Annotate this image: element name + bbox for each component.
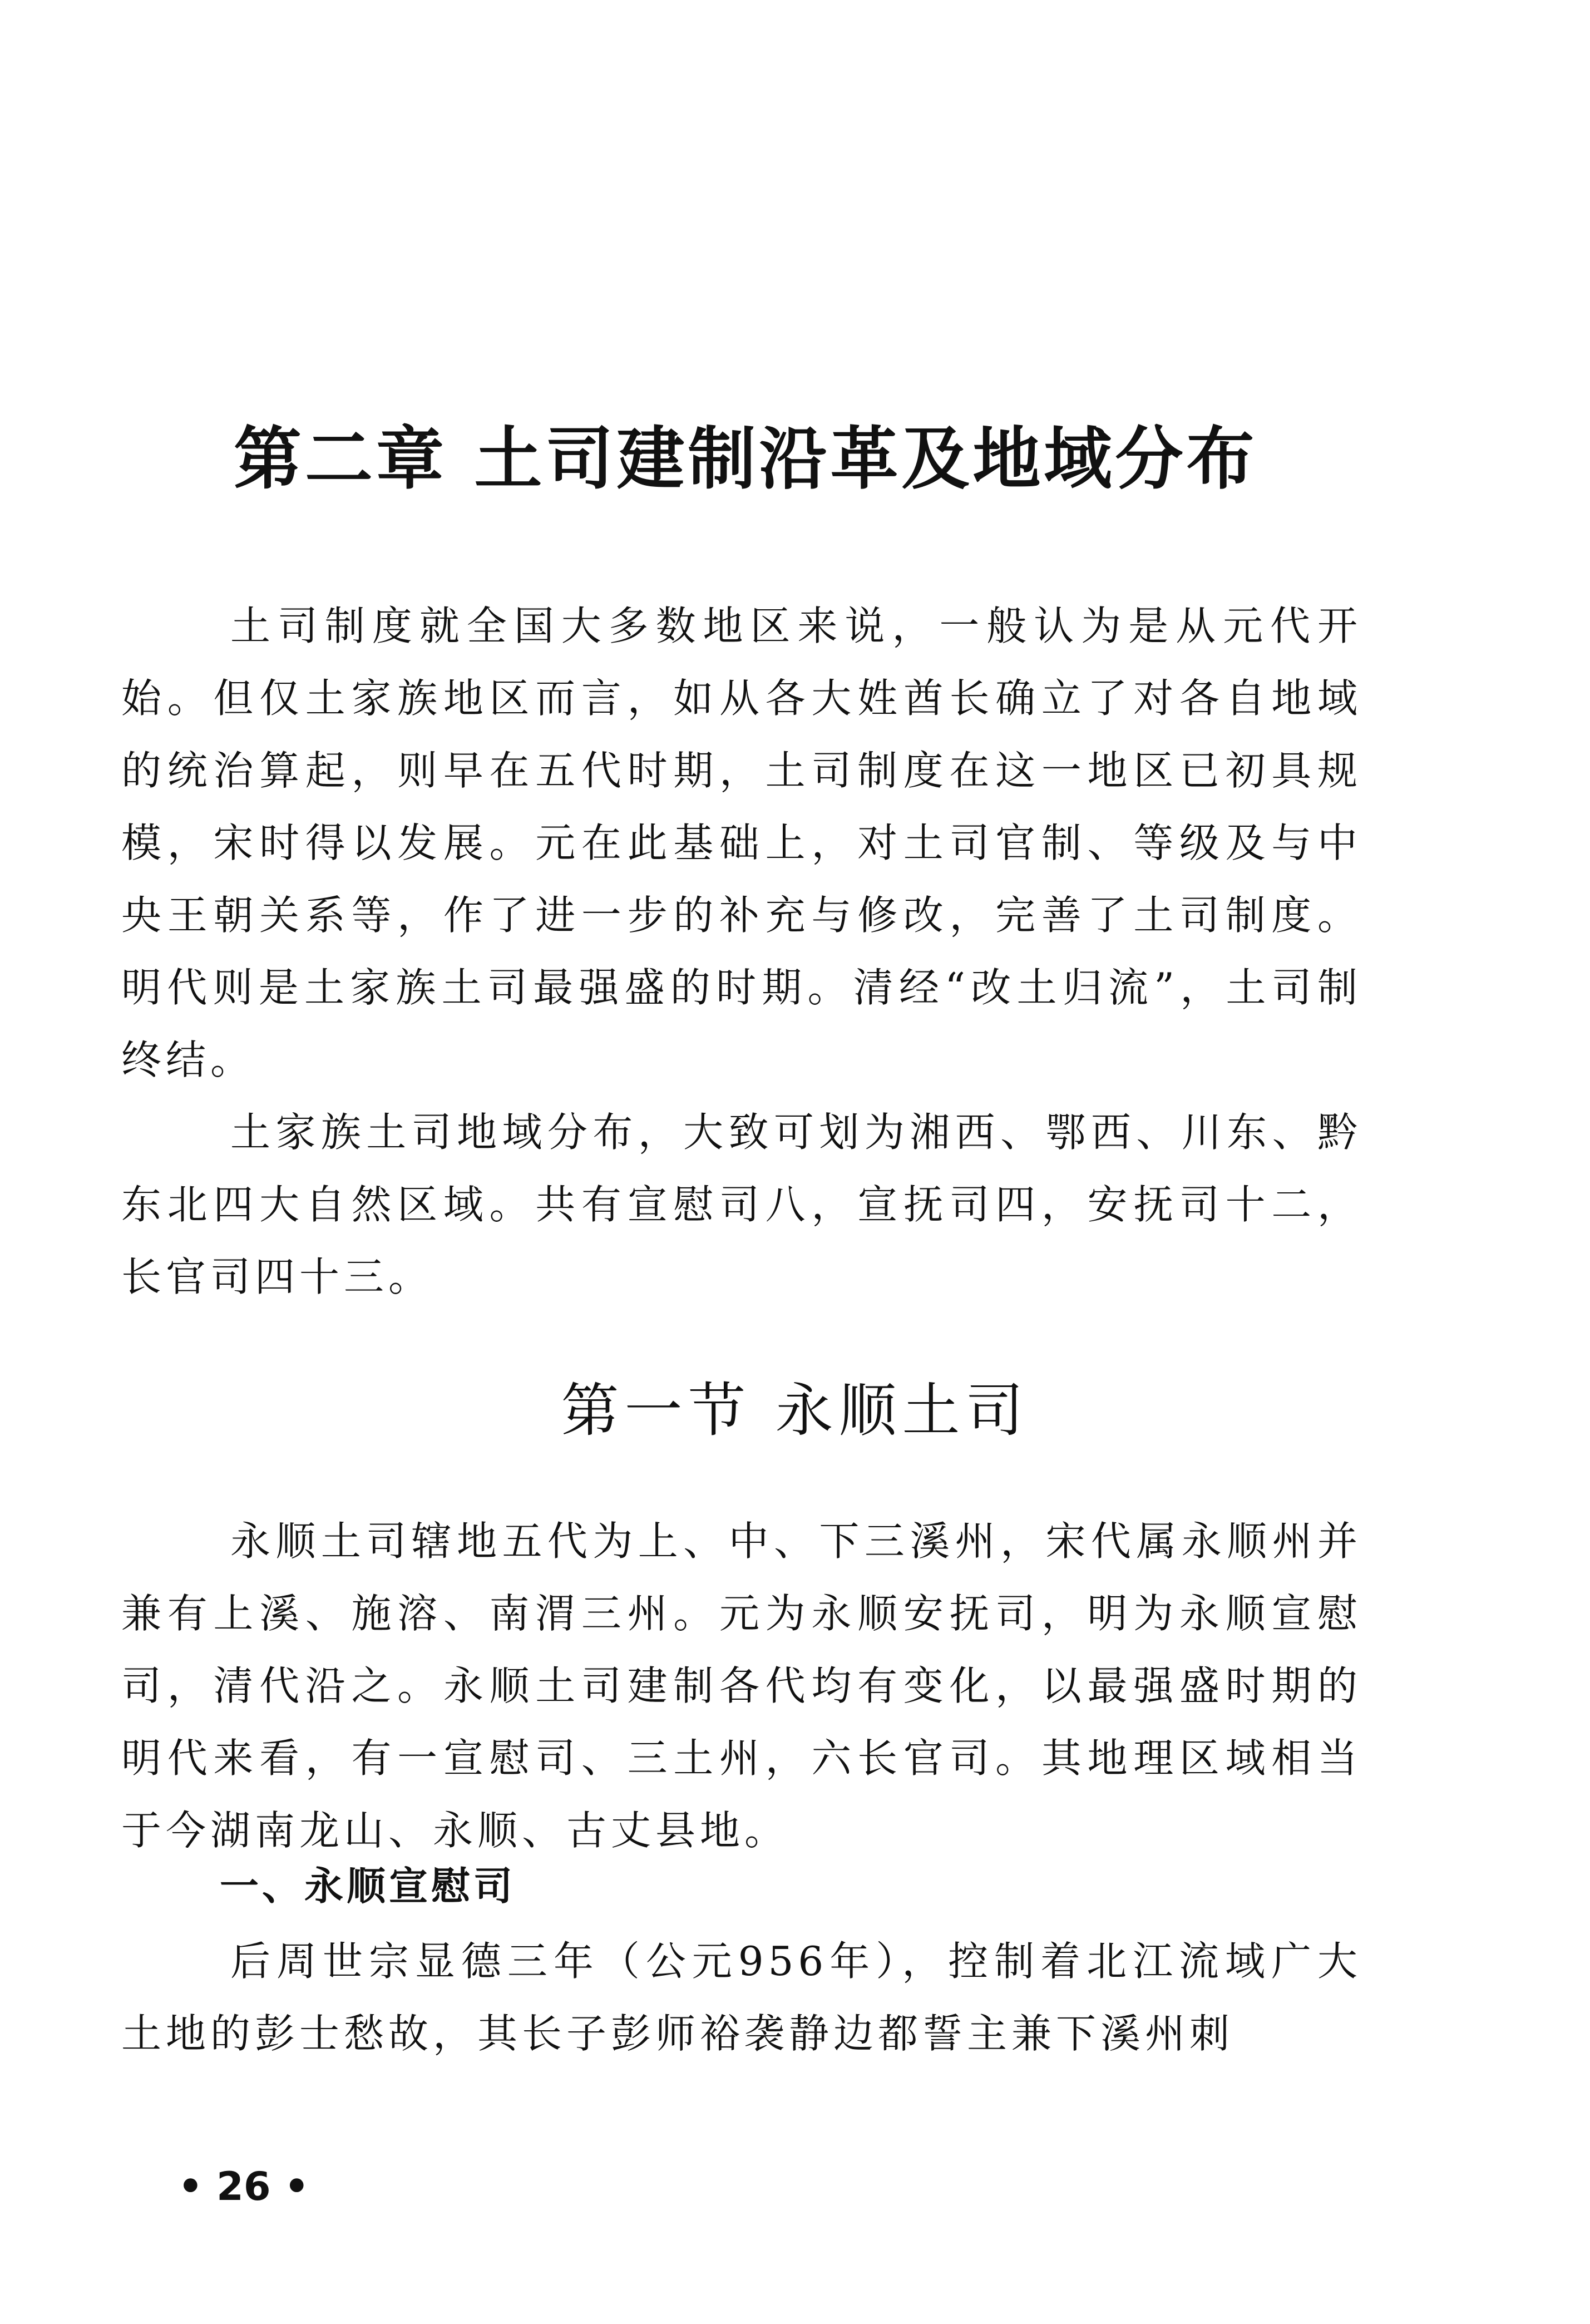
section-paragraph: 后周世宗显德三年（公元956年），控制着北江流域广大土地的彭士愁故，其长子彭师裕袭静边都誓主兼下溪州刺 bbox=[121, 1938, 1362, 2057]
page-number: • 26 • bbox=[178, 2164, 309, 2209]
chapter-title: 第二章 土司建制沿革及地域分布 bbox=[234, 420, 1258, 499]
section-title: 第一节 永顺土司 bbox=[561, 1376, 1029, 1444]
intro-paragraph: 土家族土司地域分布，大致可划为湘西、鄂西、川东、黔东北四大自然区域。共有宣慰司八，宣抚司四，安抚司十二，长官司四十三。 bbox=[121, 1109, 1362, 1300]
section-paragraph: 永顺土司辖地五代为上、中、下三溪州，宋代属永顺州并兼有上溪、施溶、南渭三州。元为永顺安抚司，明为永顺宣慰司，清代沿之。永顺土司建制各代均有变化，以最强盛时期的明代来看，有一宣慰司、三土州，六长官司。其地理区域相当于今湖南龙山、永顺、古丈县地。 bbox=[121, 1518, 1362, 1854]
subsection-heading: 一、永顺宣慰司 bbox=[220, 1863, 516, 1909]
intro-paragraph: 土司制度就全国大多数地区来说，一般认为是从元代开始。但仅土家族地区而言，如从各大姓酋长确立了对各自地域的统治算起，则早在五代时期，土司制度在这一地区已初具规模，宋时得以发展。元在此基础上，对土司官制、等级及与中央王朝关系等，作了进一步的补充与修改，完善了土司制度。明代则是土家族土司最强盛的时期。清经“改土归流”，土司制终结。 bbox=[121, 603, 1362, 1083]
